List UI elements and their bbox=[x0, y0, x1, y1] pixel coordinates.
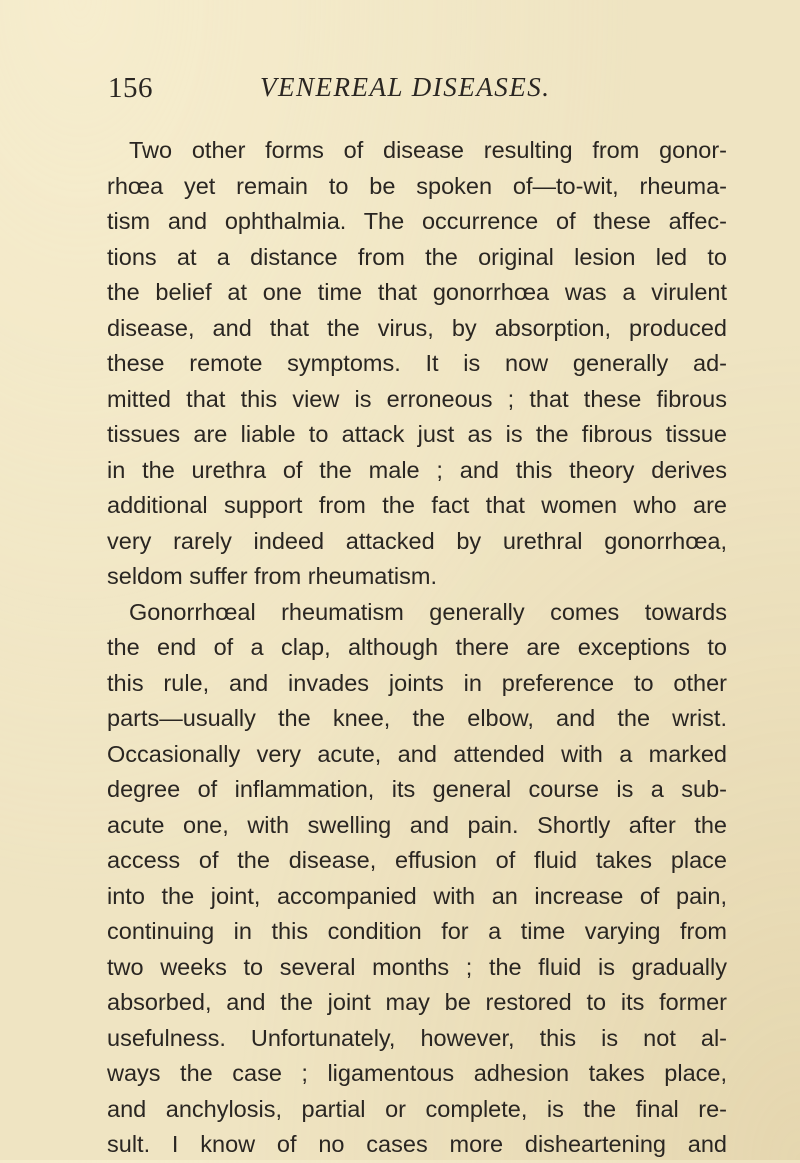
text-line: sult. I know of no cases more disheartening and bbox=[107, 1131, 727, 1157]
text-line: very rarely indeed attacked by urethral gonorrhœa, bbox=[107, 527, 727, 554]
text-line: tism and ophthalmia. The occurrence of these affec- bbox=[107, 208, 727, 234]
text-line: and anchylosis, partial or complete, is the final re- bbox=[107, 1095, 727, 1122]
text-line: in the urethra of the male ; and this theory derives bbox=[107, 456, 727, 483]
text-line: into the joint, accompanied with an increase of pain, bbox=[107, 882, 727, 909]
text-line: ways the case ; ligamentous adhesion takes place, bbox=[107, 1060, 727, 1086]
page-number: 156 bbox=[108, 72, 153, 104]
text-line: access of the disease, effusion of fluid takes place bbox=[107, 847, 727, 873]
text-line: rhœa yet remain to be spoken of—to-wit, rheuma- bbox=[107, 172, 727, 199]
text-line: continuing in this condition for a time varying from bbox=[107, 918, 727, 944]
body-text bbox=[107, 133, 727, 1163]
text-line: disease, and that the virus, by absorption, produced bbox=[107, 314, 727, 341]
text-line: two weeks to several months ; the fluid is gradually bbox=[107, 953, 727, 980]
running-head: VENEREAL DISEASES. bbox=[260, 72, 551, 102]
text-line: tions at a distance from the original lesion led to bbox=[107, 243, 727, 270]
text-line: these remote symptoms. It is now generally ad- bbox=[107, 350, 727, 376]
text-line: acute one, with swelling and pain. Shortly after the bbox=[107, 811, 727, 838]
text-line: degree of inflammation, its general course is a sub- bbox=[107, 776, 727, 802]
text-line: mitted that this view is erroneous ; that these fibrous bbox=[107, 385, 727, 412]
text-line: parts—usually the knee, the elbow, and the wrist. bbox=[107, 705, 727, 731]
text-line: the belief at one time that gonorrhœa was a virulent bbox=[107, 279, 727, 305]
text-line: usefulness. Unfortunately, however, this is not al- bbox=[107, 1024, 727, 1051]
text-line: Gonorrhœal rheumatism generally comes towards bbox=[129, 598, 727, 625]
text-line: the end of a clap, although there are exceptions to bbox=[107, 634, 727, 660]
text-line: this rule, and invades joints in preference to other bbox=[107, 669, 727, 696]
text-line: tissues are liable to attack just as is the fibrous tissue bbox=[107, 421, 727, 447]
text-line: Two other forms of disease resulting from gonor- bbox=[129, 137, 727, 163]
text-line: Occasionally very acute, and attended with a marked bbox=[107, 740, 727, 767]
text-line: additional support from the fact that women who are bbox=[107, 492, 727, 518]
page-header bbox=[108, 72, 708, 112]
text-line: absorbed, and the joint may be restored to its former bbox=[107, 989, 727, 1015]
text-line: seldom suffer from rheumatism. bbox=[107, 563, 437, 589]
